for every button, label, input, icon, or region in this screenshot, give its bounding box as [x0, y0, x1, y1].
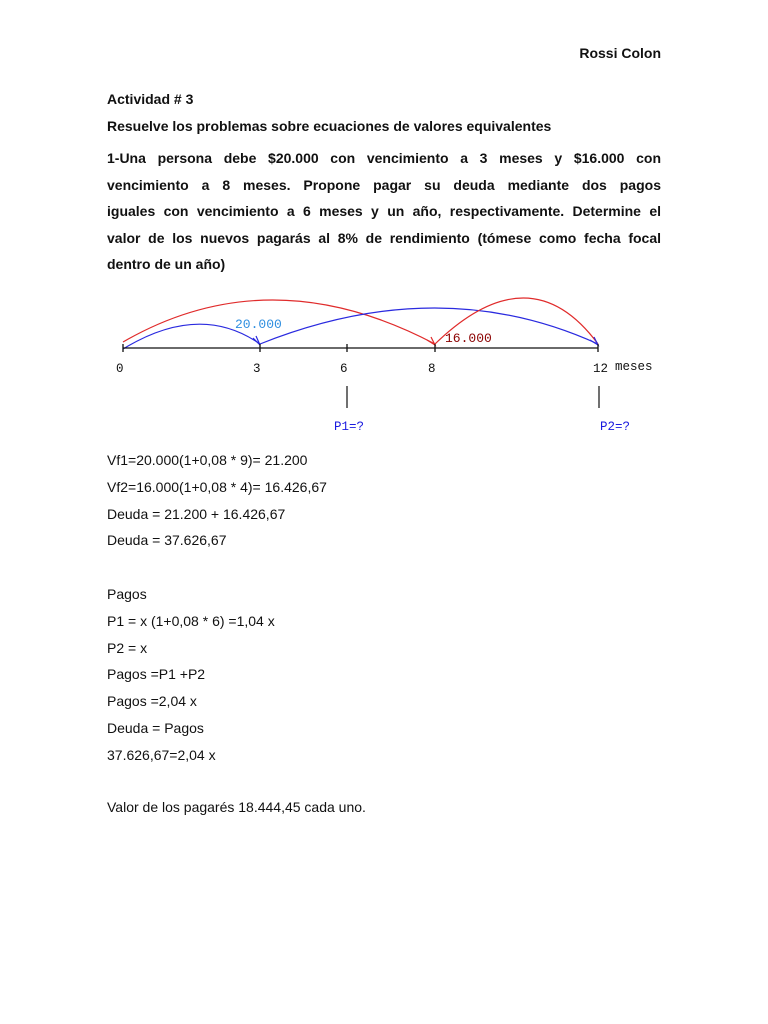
problem-line: 1-Una persona debe $20.000 con vencimiento a 3 meses y $16.000 con [107, 150, 661, 166]
problem-line: vencimiento a 8 meses. Propone pagar su deuda mediante dos pagos [107, 176, 661, 193]
problem-statement [107, 145, 661, 278]
payment-calculations [107, 584, 275, 772]
payment-2-label: P2=? [600, 420, 631, 434]
debt-1-label: 20.000 [235, 317, 282, 332]
debt-2-label: 16.000 [445, 331, 492, 346]
tick-label-0: 0 [116, 362, 124, 376]
instruction-text: Resuelve los problemas sobre ecuaciones de valores equivalentes [107, 118, 552, 134]
calc-line: Deuda = 37.626,67 [107, 532, 227, 549]
debt-calculations [107, 450, 327, 557]
calc-line: P2 = x [107, 639, 148, 656]
calc-line: P1 = x (1+0,08 * 6) =1,04 x [107, 612, 275, 629]
calc-line: Vf2=16.000(1+0,08 * 4)= 16.426,67 [107, 478, 327, 495]
tick-label-6: 6 [340, 362, 348, 376]
calc-line: Pagos [107, 586, 147, 602]
problem-line: iguales con vencimiento a 6 meses y un año, respectivamente. Determine el [107, 203, 661, 219]
problem-line: dentro de un año) [107, 256, 226, 272]
calc-line: Vf1=20.000(1+0,08 * 9)= 21.200 [107, 452, 308, 468]
blue-curve-3-to-12 [260, 308, 598, 344]
payment-1-label: P1=? [334, 420, 365, 434]
arrow-head-8 [427, 337, 435, 345]
activity-title: Actividad # 3 [107, 91, 194, 107]
arrow-head-12 [590, 337, 598, 345]
calc-line: Deuda = 21.200 + 16.426,67 [107, 505, 286, 522]
unit-label: meses [615, 360, 653, 374]
calc-line: 37.626,67=2,04 x [107, 746, 216, 763]
tick-label-8: 8 [428, 362, 436, 376]
problem-line: valor de los nuevos pagarás al 8% de rendimiento (tómese como fecha focal [107, 229, 661, 246]
conclusion-text: Valor de los pagarés 18.444,45 cada uno. [107, 799, 366, 815]
calc-line: Pagos =P1 +P2 [107, 666, 206, 683]
tick-label-12: 12 [593, 362, 609, 376]
timeline-diagram [110, 292, 670, 442]
calc-line: Deuda = Pagos [107, 719, 204, 736]
tick-label-3: 3 [253, 362, 261, 376]
author-name: Rossi Colon [579, 45, 661, 61]
calc-line: Pagos =2,04 x [107, 693, 197, 710]
